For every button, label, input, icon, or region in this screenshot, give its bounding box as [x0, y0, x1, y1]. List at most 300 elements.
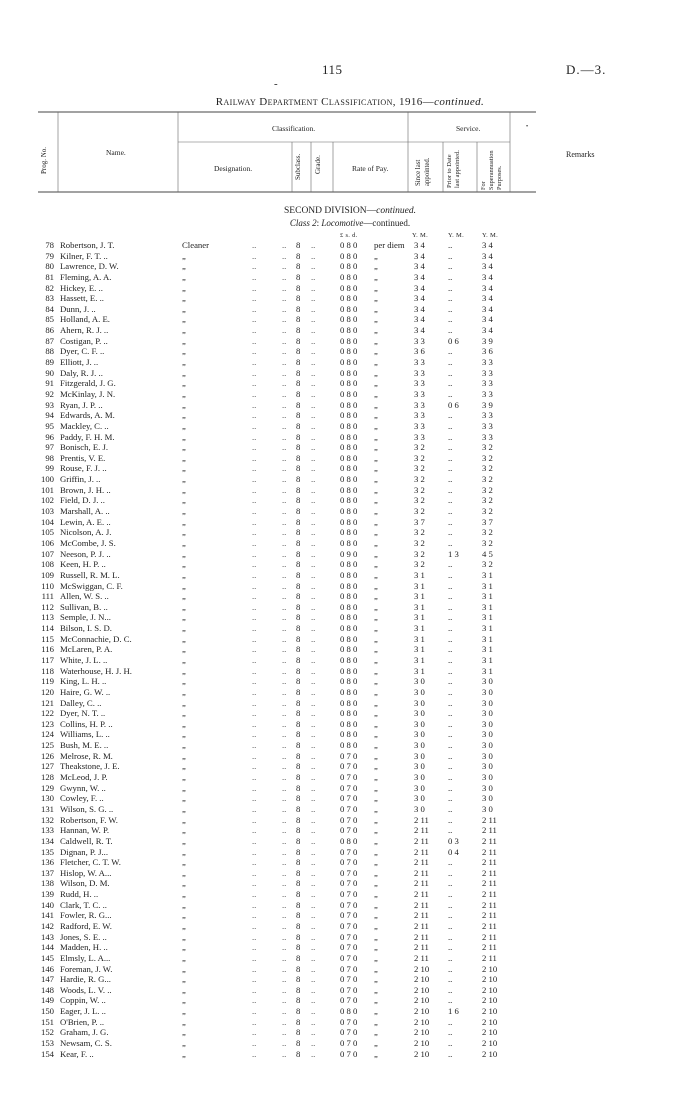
- dot-leader: ..: [311, 889, 316, 900]
- dot-leader: ..: [282, 952, 287, 963]
- table-row: [0, 474, 700, 485]
- cell-desig: „: [182, 793, 186, 804]
- dot-leader: ..: [311, 718, 316, 729]
- dot-leader: ..: [311, 474, 316, 485]
- cell-name: Dignan, P. J...: [60, 846, 109, 857]
- cell-prior: ..: [448, 814, 453, 825]
- dot-leader: ..: [282, 793, 287, 804]
- cell-desig: „: [182, 516, 186, 527]
- cell-prior: ..: [448, 537, 453, 548]
- dot-leader: ..: [252, 261, 257, 272]
- cell-pay: 0 8 0: [340, 293, 358, 304]
- cell-prior: ..: [448, 750, 453, 761]
- cell-pay: 0 8 0: [340, 240, 358, 250]
- cell-desig: „: [182, 910, 186, 921]
- cell-per: „: [374, 729, 378, 740]
- cell-no: 106: [40, 537, 54, 548]
- cell-super: 3 0: [482, 782, 493, 793]
- cell-since: 3 2: [414, 527, 425, 538]
- table-row: [0, 432, 700, 443]
- cell-no: 111: [41, 591, 54, 602]
- dot-leader: ..: [252, 1048, 257, 1059]
- cell-name: Bonisch, E. J.: [60, 442, 109, 453]
- dot-leader: ..: [311, 708, 316, 719]
- cell-prior: ..: [448, 889, 453, 900]
- cell-name: Keen, H. P. ..: [60, 559, 106, 570]
- cell-per: „: [374, 825, 378, 836]
- dot-leader: ..: [252, 357, 257, 368]
- table-row: [0, 932, 700, 943]
- cell-super: 3 0: [482, 803, 493, 814]
- cell-since: 2 10: [414, 1038, 430, 1049]
- cell-per: „: [374, 442, 378, 453]
- dot-leader: ..: [311, 527, 316, 538]
- dot-leader: ..: [311, 857, 316, 868]
- cell-sub: 8: [296, 325, 301, 336]
- cell-per: „: [374, 601, 378, 612]
- cell-pay: 0 8 0: [340, 250, 358, 261]
- cell-prior: ..: [448, 442, 453, 453]
- cell-pay: 0 7 0: [340, 974, 358, 985]
- dot-leader: ..: [252, 750, 257, 761]
- cell-pay: 0 9 0: [340, 548, 358, 559]
- cell-super: 3 4: [482, 282, 493, 293]
- table-row: [0, 825, 700, 836]
- dot-leader: ..: [311, 463, 316, 474]
- cell-no: 114: [41, 623, 54, 634]
- dot-leader: ..: [311, 271, 316, 282]
- dot-leader: ..: [282, 772, 287, 783]
- dot-leader: ..: [282, 548, 287, 559]
- cell-prior: ..: [448, 612, 453, 623]
- cell-desig: „: [182, 942, 186, 953]
- cell-per: „: [374, 484, 378, 495]
- table-row: [0, 900, 700, 911]
- cell-super: 2 11: [482, 942, 497, 953]
- cell-no: 116: [41, 644, 54, 655]
- cell-since: 3 4: [414, 250, 425, 261]
- dot-leader: ..: [252, 399, 257, 410]
- dot-leader: ..: [311, 335, 316, 346]
- cell-since: 3 3: [414, 335, 425, 346]
- cell-desig: „: [182, 548, 186, 559]
- cell-sub: 8: [296, 676, 301, 687]
- cell-super: 3 2: [482, 527, 493, 538]
- cell-prior: ..: [448, 623, 453, 634]
- cell-no: 91: [45, 378, 54, 389]
- cell-since: 3 3: [414, 388, 425, 399]
- cell-desig: „: [182, 995, 186, 1006]
- cell-pay: 0 8 0: [340, 271, 358, 282]
- cell-per: „: [374, 984, 378, 995]
- header-service: Service.: [456, 124, 481, 133]
- cell-desig: „: [182, 293, 186, 304]
- dot-leader: ..: [311, 506, 316, 517]
- cell-prior: ..: [448, 240, 453, 250]
- cell-desig: „: [182, 772, 186, 783]
- cell-no: 109: [40, 569, 54, 580]
- dot-leader: ..: [282, 676, 287, 687]
- dot-leader: ..: [252, 1027, 257, 1038]
- dot-leader: ..: [252, 431, 257, 442]
- table-row: [0, 942, 700, 953]
- table-row: [0, 666, 700, 677]
- dot-leader: ..: [311, 803, 316, 814]
- cell-prior: 0 4: [448, 846, 459, 857]
- units-pay: £ s. d.: [340, 232, 358, 239]
- dot-leader: ..: [311, 974, 316, 985]
- cell-pay: 0 7 0: [340, 825, 358, 836]
- cell-super: 2 11: [482, 835, 497, 846]
- dot-leader: ..: [282, 527, 287, 538]
- dot-leader: ..: [311, 963, 316, 974]
- cell-name: McConnachie, D. C.: [60, 633, 132, 644]
- cell-super: 3 1: [482, 633, 493, 644]
- table-row: [0, 527, 700, 538]
- cell-pay: 0 8 0: [340, 410, 358, 421]
- cell-no: 119: [41, 676, 54, 687]
- cell-desig: „: [182, 921, 186, 931]
- dot-leader: ..: [282, 761, 287, 772]
- cell-sub: 8: [296, 612, 301, 623]
- cell-name: Daly, R. J. ..: [60, 367, 103, 378]
- table-row: [0, 687, 700, 698]
- cell-sub: 8: [296, 388, 301, 399]
- cell-per: „: [374, 974, 378, 985]
- cell-desig: „: [182, 750, 186, 761]
- dot-leader: ..: [311, 825, 316, 836]
- cell-sub: 8: [296, 899, 301, 910]
- header-rate-of-pay: Rate of Pay.: [352, 164, 389, 173]
- cell-sub: 8: [296, 303, 301, 314]
- dot-leader: ..: [311, 729, 316, 740]
- cell-no: 101: [40, 484, 54, 495]
- cell-per: „: [374, 346, 378, 357]
- cell-super: 2 10: [482, 974, 498, 985]
- cell-since: 2 11: [414, 878, 429, 889]
- cell-per: „: [374, 995, 378, 1006]
- cell-per: „: [374, 1048, 378, 1059]
- cell-per: „: [374, 431, 378, 442]
- cell-per: „: [374, 654, 378, 665]
- cell-no: 132: [40, 814, 54, 825]
- cell-name: Haire, G. W. ..: [60, 686, 111, 697]
- cell-per: „: [374, 921, 378, 931]
- dot-leader: ..: [252, 782, 257, 793]
- cell-per: „: [374, 399, 378, 410]
- cell-sub: 8: [296, 697, 301, 708]
- table-row: [0, 517, 700, 528]
- dot-leader: ..: [282, 506, 287, 517]
- cell-super: 3 2: [482, 495, 493, 506]
- cell-no: 108: [40, 559, 54, 570]
- units-super: Y. M.: [482, 232, 499, 239]
- cell-pay: 0 8 0: [340, 527, 358, 538]
- cell-name: Graham, J. G.: [60, 1027, 109, 1038]
- cell-per: „: [374, 623, 378, 634]
- dot-leader: ..: [282, 921, 287, 931]
- cell-prior: ..: [448, 899, 453, 910]
- dot-leader: ..: [282, 782, 287, 793]
- cell-no: 148: [40, 984, 54, 995]
- cell-desig: „: [182, 782, 186, 793]
- cell-desig: „: [182, 857, 186, 868]
- cell-desig: „: [182, 654, 186, 665]
- cell-sub: 8: [296, 995, 301, 1006]
- class-title: Class 2: Locomotive—continued.: [289, 218, 411, 228]
- dot-leader: ..: [252, 835, 257, 846]
- cell-no: 123: [40, 718, 54, 729]
- dot-leader: ..: [311, 654, 316, 665]
- cell-name: Griffin, J. ..: [60, 474, 101, 485]
- cell-desig: „: [182, 931, 186, 942]
- dot-leader: ..: [282, 442, 287, 453]
- cell-since: 3 0: [414, 697, 425, 708]
- cell-per: „: [374, 697, 378, 708]
- dot-leader: ..: [282, 942, 287, 953]
- cell-name: Lewin, A. E. ..: [60, 516, 111, 527]
- dot-leader: ..: [282, 995, 287, 1006]
- cell-no: 127: [40, 761, 54, 772]
- cell-sub: 8: [296, 793, 301, 804]
- cell-prior: ..: [448, 1038, 453, 1049]
- cell-desig: „: [182, 899, 186, 910]
- cell-prior: ..: [448, 952, 453, 963]
- cell-no: 98: [45, 452, 54, 463]
- cell-no: 85: [45, 314, 54, 325]
- cell-since: 3 1: [414, 644, 425, 655]
- dot-leader: ..: [252, 1016, 257, 1027]
- cell-name: Theakstone, J. E.: [60, 761, 120, 772]
- cell-no: 137: [40, 867, 54, 878]
- dot-leader: ..: [311, 431, 316, 442]
- dot-leader: ..: [311, 378, 316, 389]
- cell-desig: „: [182, 282, 186, 293]
- dot-leader: ..: [282, 591, 287, 602]
- dot-leader: ..: [252, 591, 257, 602]
- cell-name: Lawrence, D. W.: [60, 261, 119, 272]
- cell-no: 107: [40, 548, 54, 559]
- cell-no: 128: [40, 772, 54, 783]
- cell-name: Elliott, J. ..: [60, 357, 99, 368]
- dot-leader: ..: [311, 303, 316, 314]
- cell-sub: 8: [296, 921, 301, 931]
- cell-no: 104: [40, 516, 54, 527]
- cell-sub: 8: [296, 835, 301, 846]
- cell-super: 2 10: [482, 1006, 498, 1017]
- cell-pay: 0 8 0: [340, 740, 358, 751]
- dot-leader: ..: [252, 825, 257, 836]
- cell-sub: 8: [296, 601, 301, 612]
- cell-since: 2 10: [414, 974, 430, 985]
- cell-pay: 0 8 0: [340, 591, 358, 602]
- dot-leader: ..: [311, 314, 316, 325]
- cell-no: 81: [45, 271, 54, 282]
- cell-since: 3 0: [414, 761, 425, 772]
- cell-since: 3 0: [414, 793, 425, 804]
- cell-no: 139: [40, 889, 54, 900]
- cell-desig: „: [182, 612, 186, 623]
- cell-pay: 0 7 0: [340, 772, 358, 783]
- dot-leader: ..: [252, 772, 257, 783]
- table-row: [0, 910, 700, 921]
- dot-leader: ..: [311, 910, 316, 921]
- cell-per: „: [374, 303, 378, 314]
- cell-pay: 0 8 0: [340, 303, 358, 314]
- dot-leader: ..: [252, 314, 257, 325]
- table-row: [0, 591, 700, 602]
- table-row: [0, 453, 700, 464]
- dot-leader: ..: [282, 516, 287, 527]
- cell-pay: 0 7 0: [340, 995, 358, 1006]
- cell-since: 3 0: [414, 676, 425, 687]
- cell-since: 2 11: [414, 952, 429, 963]
- cell-sub: 8: [296, 984, 301, 995]
- cell-name: Newsam, C. S.: [60, 1038, 112, 1049]
- cell-name: Paddy, F. H. M.: [60, 431, 115, 442]
- cell-prior: ..: [448, 516, 453, 527]
- dot-leader: ..: [252, 271, 257, 282]
- cell-pay: 0 8 0: [340, 335, 358, 346]
- cell-super: 3 1: [482, 591, 493, 602]
- cell-name: Melrose, R. M.: [60, 750, 113, 761]
- dot-leader: ..: [282, 484, 287, 495]
- cell-pay: 0 8 0: [340, 463, 358, 474]
- cell-super: 3 1: [482, 569, 493, 580]
- dot-leader: ..: [252, 644, 257, 655]
- cell-prior: ..: [448, 506, 453, 517]
- cell-super: 3 1: [482, 654, 493, 665]
- dot-leader: ..: [282, 931, 287, 942]
- cell-sub: 8: [296, 314, 301, 325]
- cell-no: 100: [40, 474, 54, 485]
- cell-prior: ..: [448, 995, 453, 1006]
- cell-super: 3 4: [482, 293, 493, 304]
- division-name: SECOND DIVISION: [284, 206, 367, 216]
- cell-sub: 8: [296, 527, 301, 538]
- cell-name: Clark, T. C. ..: [60, 899, 107, 910]
- cell-super: 3 0: [482, 740, 493, 751]
- dot-leader: ..: [252, 867, 257, 878]
- cell-prior: ..: [448, 367, 453, 378]
- cell-no: 154: [40, 1048, 54, 1059]
- cell-sub: 8: [296, 633, 301, 644]
- cell-desig: „: [182, 335, 186, 346]
- cell-pay: 0 8 0: [340, 378, 358, 389]
- cell-since: 2 11: [414, 814, 429, 825]
- cell-sub: 8: [296, 463, 301, 474]
- cell-super: 3 2: [482, 474, 493, 485]
- dot-leader: ..: [282, 474, 287, 485]
- table-row: [0, 793, 700, 804]
- cell-desig: „: [182, 261, 186, 272]
- cell-no: 143: [40, 931, 54, 942]
- cell-no: 113: [41, 612, 54, 623]
- cell-prior: ..: [448, 303, 453, 314]
- classification-table-body: [0, 240, 700, 1059]
- cell-no: 87: [45, 335, 54, 346]
- dot-leader: ..: [252, 303, 257, 314]
- dot-leader: ..: [311, 240, 316, 250]
- cell-sub: 8: [296, 1027, 301, 1038]
- cell-pay: 0 8 0: [340, 420, 358, 431]
- dot-leader: ..: [282, 1027, 287, 1038]
- cell-name: Waterhouse, H. J. H.: [60, 665, 132, 676]
- cell-super: 3 0: [482, 772, 493, 783]
- dot-leader: ..: [282, 729, 287, 740]
- cell-no: 120: [40, 686, 54, 697]
- cell-no: 84: [45, 303, 54, 314]
- cell-per: „: [374, 963, 378, 974]
- cell-sub: 8: [296, 335, 301, 346]
- cell-per: „: [374, 559, 378, 570]
- cell-pay: 0 7 0: [340, 921, 358, 931]
- cell-per: „: [374, 495, 378, 506]
- dot-leader: ..: [252, 654, 257, 665]
- cell-prior: ..: [448, 633, 453, 644]
- cell-since: 3 2: [414, 452, 425, 463]
- dot-leader: ..: [282, 452, 287, 463]
- cell-desig: „: [182, 559, 186, 570]
- dot-leader: ..: [282, 963, 287, 974]
- cell-per: „: [374, 420, 378, 431]
- dot-leader: ..: [252, 697, 257, 708]
- cell-name: Woods, L. V. ..: [60, 984, 112, 995]
- cell-per: „: [374, 708, 378, 719]
- cell-sub: 8: [296, 963, 301, 974]
- cell-prior: ..: [448, 559, 453, 570]
- dot-leader: ..: [252, 878, 257, 889]
- cell-desig: „: [182, 452, 186, 463]
- cell-per: „: [374, 665, 378, 676]
- cell-per: „: [374, 506, 378, 517]
- cell-desig: „: [182, 399, 186, 410]
- cell-per: „: [374, 548, 378, 559]
- dot-leader: ..: [311, 686, 316, 697]
- cell-prior: ..: [448, 601, 453, 612]
- cell-name: Fowler, R. G...: [60, 910, 112, 921]
- cell-desig: „: [182, 740, 186, 751]
- cell-super: 2 10: [482, 963, 498, 974]
- cell-since: 3 2: [414, 463, 425, 474]
- cell-since: 3 1: [414, 580, 425, 591]
- table-row: [0, 836, 700, 847]
- dot-leader: ..: [252, 963, 257, 974]
- table-row: [0, 740, 700, 751]
- cell-sub: 8: [296, 569, 301, 580]
- dot-leader: ..: [282, 633, 287, 644]
- cell-per: „: [374, 591, 378, 602]
- dot-leader: ..: [311, 580, 316, 591]
- cell-desig: „: [182, 814, 186, 825]
- cell-super: 2 11: [482, 910, 497, 921]
- cell-pay: 0 7 0: [340, 803, 358, 814]
- table-row: [0, 506, 700, 517]
- dot-leader: ..: [252, 420, 257, 431]
- dot-leader: ..: [311, 516, 316, 527]
- cell-name: Coppin, W. ..: [60, 995, 106, 1006]
- cell-no: 99: [45, 463, 54, 474]
- dot-leader: ..: [311, 325, 316, 336]
- cell-super: 3 4: [482, 314, 493, 325]
- cell-sub: 8: [296, 420, 301, 431]
- dot-leader: ..: [311, 1048, 316, 1059]
- cell-pay: 0 7 0: [340, 1038, 358, 1049]
- table-row: [0, 1038, 700, 1049]
- cell-per: „: [374, 899, 378, 910]
- cell-name: Wilson, S. G. ..: [60, 803, 114, 814]
- cell-super: 3 0: [482, 697, 493, 708]
